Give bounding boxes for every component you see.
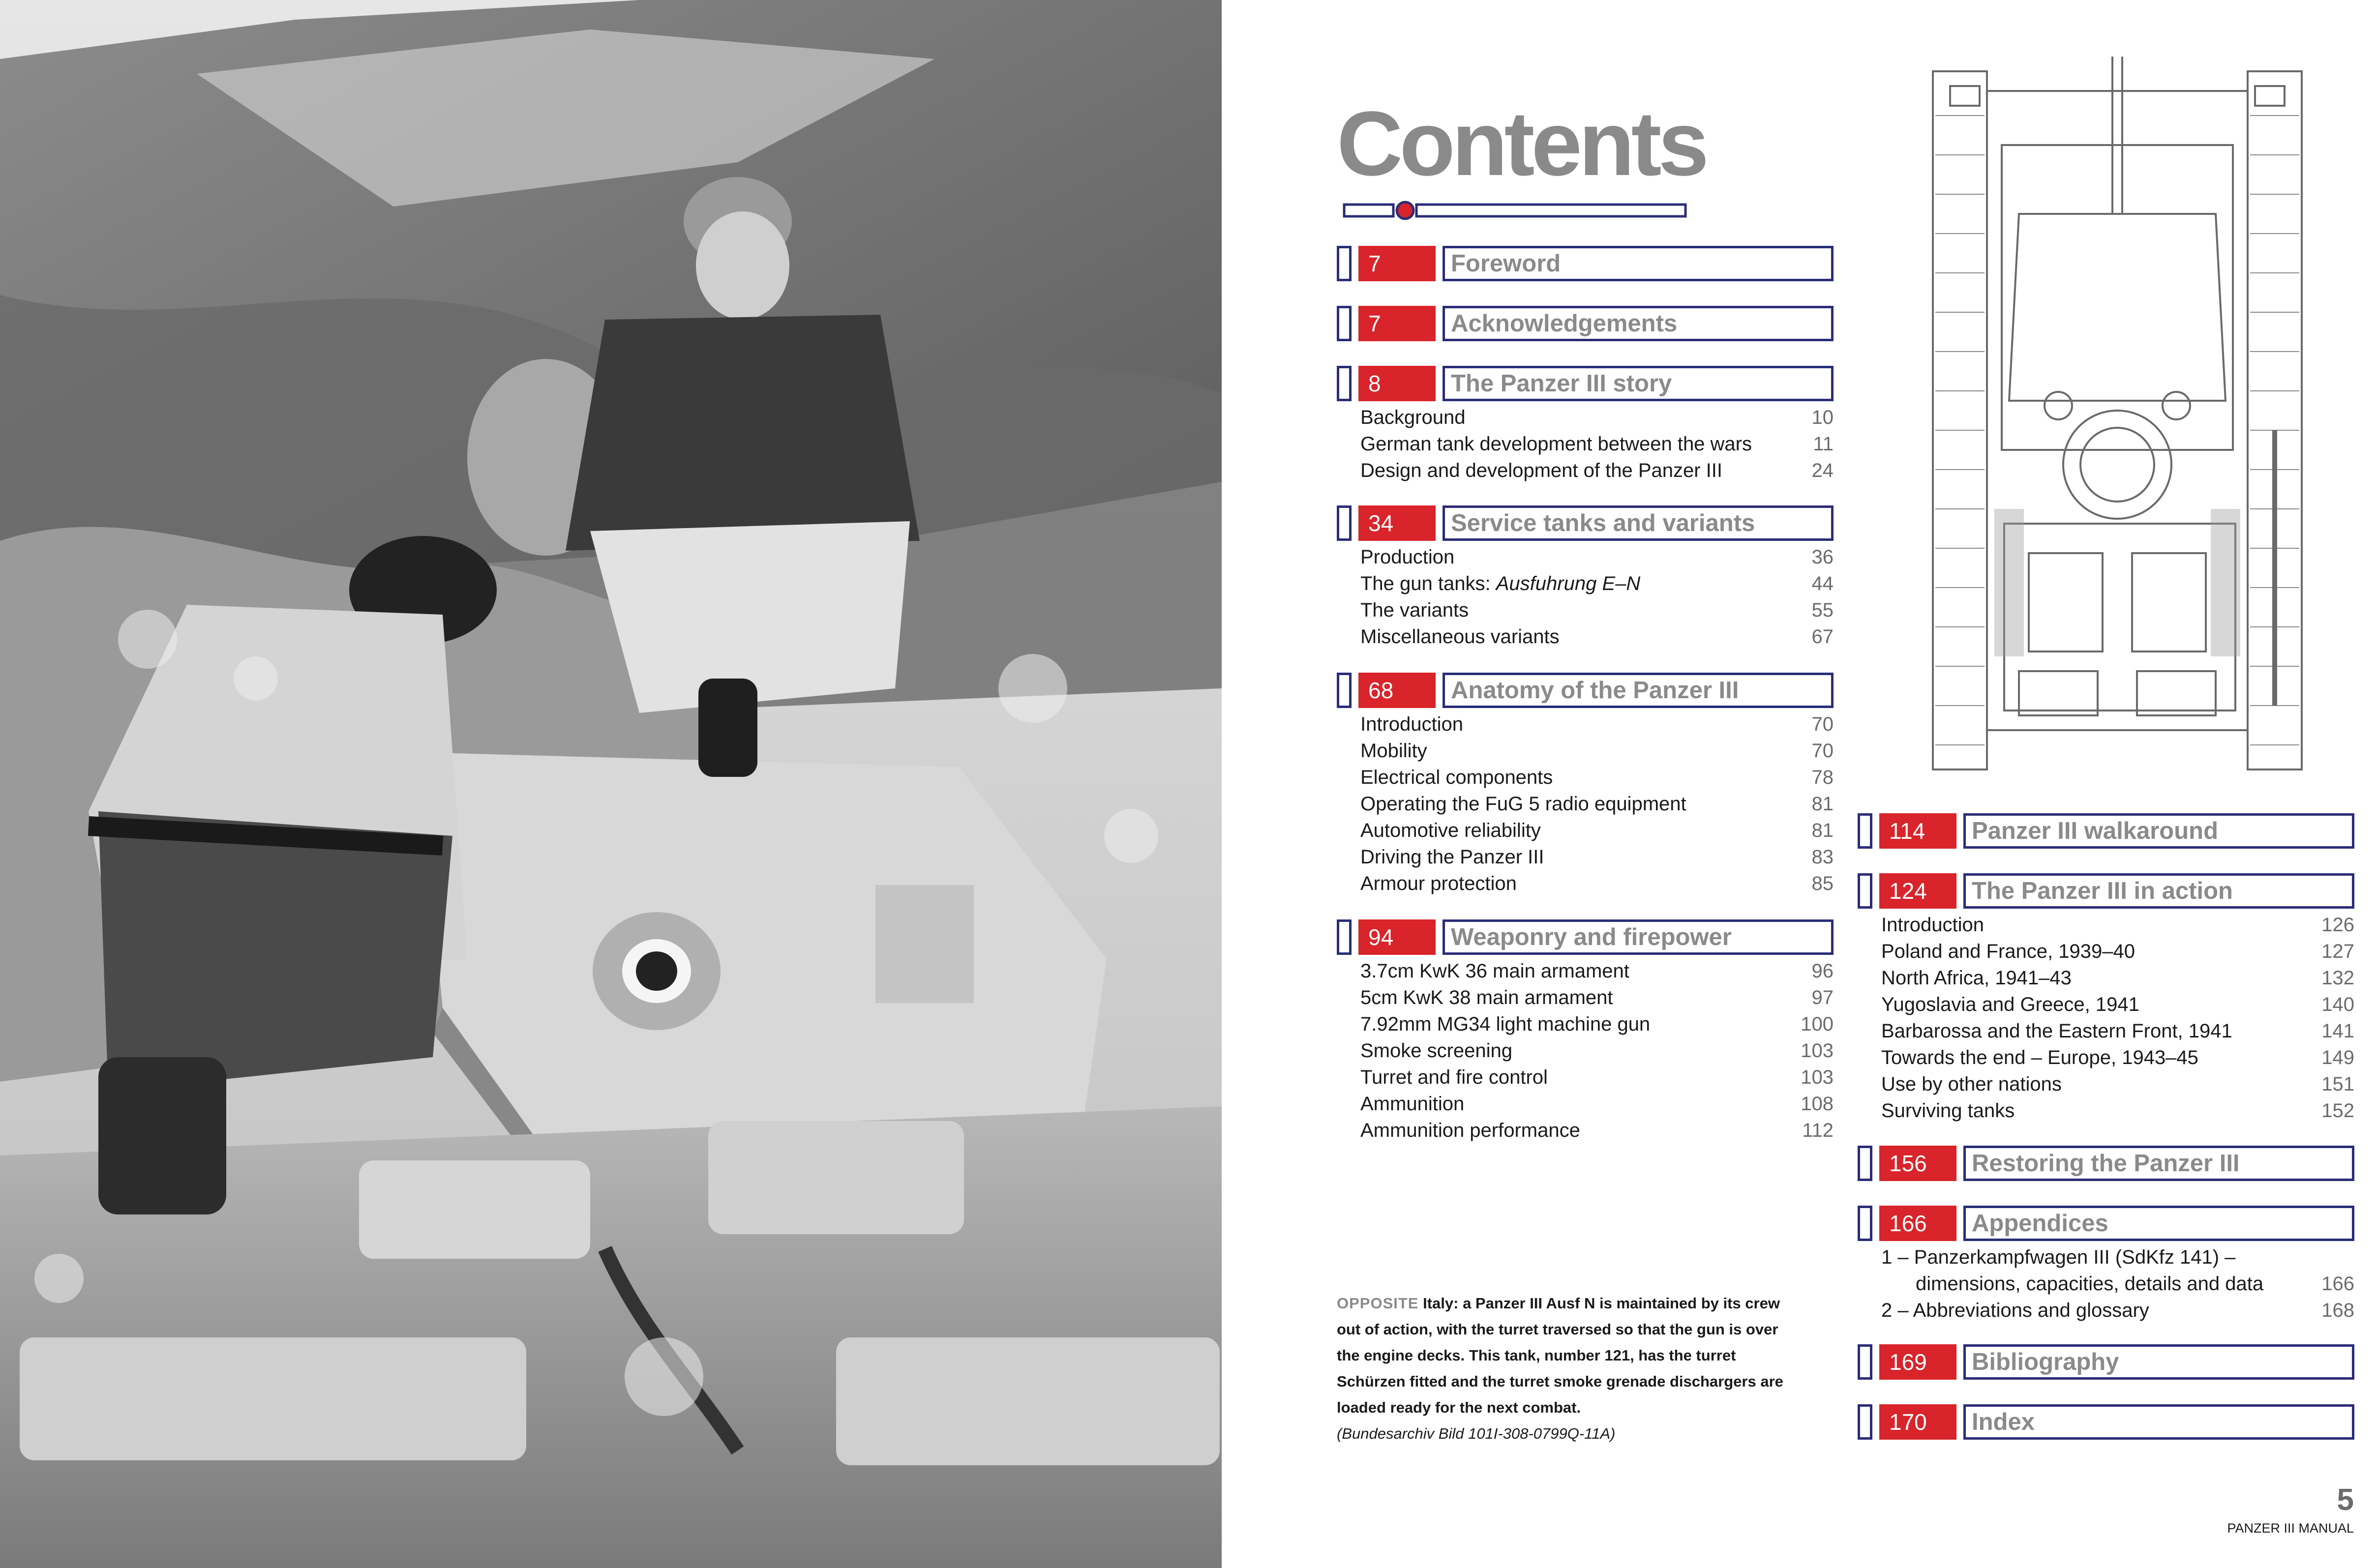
entry-label: 7.92mm MG34 light machine gun xyxy=(1360,1013,1651,1035)
section-page-number: 68 xyxy=(1358,673,1436,708)
entry-page-number: 108 xyxy=(1801,1093,1834,1115)
section-tab xyxy=(1858,813,1872,849)
toc-entry xyxy=(1360,431,1834,457)
entry-page-number: 96 xyxy=(1811,960,1834,982)
toc-entry xyxy=(1360,1064,1834,1091)
section-tab xyxy=(1858,1146,1872,1181)
toc-entry xyxy=(1881,1071,2354,1097)
section-title: Index xyxy=(1963,1404,2354,1440)
section-title: Restoring the Panzer III xyxy=(1963,1146,2354,1181)
entry-page-number: 78 xyxy=(1811,767,1834,788)
toc-entry xyxy=(1360,711,1834,738)
toc-entry xyxy=(1881,1097,2354,1124)
section-tab xyxy=(1337,505,1352,541)
section-page-number: 94 xyxy=(1358,919,1436,955)
toc-section xyxy=(1858,1206,2354,1241)
entry-label: 5cm KwK 38 main armament xyxy=(1360,987,1613,1008)
toc-entry xyxy=(1881,1044,2354,1071)
entry-page-number: 70 xyxy=(1811,740,1834,762)
section-entries xyxy=(1360,958,1834,1144)
toc-section xyxy=(1858,813,2354,849)
entry-label: Armour protection xyxy=(1360,873,1517,894)
entry-page-number: 55 xyxy=(1811,599,1834,621)
page-number: 5 xyxy=(2337,1483,2354,1517)
entry-label: North Africa, 1941–43 xyxy=(1881,967,2072,989)
entry-page-number: 168 xyxy=(2321,1300,2354,1321)
entry-label: Operating the FuG 5 radio equipment xyxy=(1360,793,1686,815)
toc-entry xyxy=(1360,404,1834,431)
toc-entry xyxy=(1881,991,2354,1018)
caption-prefix: OPPOSITE xyxy=(1337,1295,1419,1312)
section-entries xyxy=(1881,912,2354,1124)
entry-label: The gun tanks: Ausfuhrung E–N xyxy=(1360,573,1641,594)
section-tab xyxy=(1337,366,1352,401)
section-entries xyxy=(1360,544,1834,650)
entry-page-number: 10 xyxy=(1811,407,1834,428)
section-tab xyxy=(1337,246,1352,281)
entry-label: Automotive reliability xyxy=(1360,820,1541,841)
section-tab xyxy=(1858,873,1872,909)
section-tab xyxy=(1337,919,1352,955)
section-page-number: 124 xyxy=(1879,873,1956,909)
section-title: Service tanks and variants xyxy=(1443,505,1834,541)
toc-entry xyxy=(1360,958,1834,984)
section-tab xyxy=(1858,1404,1872,1440)
section-entries xyxy=(1360,711,1834,897)
section-page-number: 7 xyxy=(1358,306,1436,341)
entry-page-number: 81 xyxy=(1811,793,1834,815)
caption-credit: (Bundesarchiv Bild 101I-308-0799Q-11A) xyxy=(1337,1425,1616,1442)
entry-label: Ammunition performance xyxy=(1360,1120,1580,1141)
entry-page-number: 112 xyxy=(1802,1120,1834,1141)
section-page-number: 34 xyxy=(1358,505,1436,541)
running-footer: PANZER III MANUAL xyxy=(2227,1521,2354,1536)
toc-entry xyxy=(1360,844,1834,870)
toc-section xyxy=(1858,1404,2354,1440)
entry-label: Barbarossa and the Eastern Front, 1941 xyxy=(1881,1020,2232,1042)
entry-label: Yugoslavia and Greece, 1941 xyxy=(1881,994,2139,1015)
entry-page-number: 140 xyxy=(2321,994,2354,1015)
toc-entry xyxy=(1360,570,1834,597)
toc-entry xyxy=(1881,912,2354,938)
section-title: Weaponry and firepower xyxy=(1443,919,1834,955)
caption-text: Italy: a Panzer III Ausf N is maintained by its crew out of action, with the turret traversed so that the gun is over the engine decks. This tank, number 121, has the turret Schürzen fitted and the turret smoke grenade dischargers are loaded ready for the next combat. xyxy=(1337,1295,1783,1416)
entry-label: Poland and France, 1939–40 xyxy=(1881,941,2135,962)
section-title: Acknowledgements xyxy=(1443,306,1834,341)
entry-label: Turret and fire control xyxy=(1360,1066,1548,1088)
toc-entry xyxy=(1360,623,1834,650)
toc-entry xyxy=(1360,1011,1834,1037)
toc-entry xyxy=(1881,1297,2354,1324)
entry-label: Introduction xyxy=(1881,914,1985,936)
toc-section xyxy=(1337,306,1834,341)
entry-page-number: 97 xyxy=(1811,987,1834,1008)
entry-page-number: 103 xyxy=(1801,1040,1834,1062)
toc-entry xyxy=(1360,544,1834,570)
section-page-number: 156 xyxy=(1879,1146,1956,1181)
toc-entry xyxy=(1881,1244,2354,1297)
page-title: Contents xyxy=(1337,93,1706,195)
entry-label: Surviving tanks xyxy=(1881,1100,2015,1122)
section-title: The Panzer III in action xyxy=(1963,873,2354,909)
section-tab xyxy=(1858,1206,1872,1241)
entry-page-number: 151 xyxy=(2321,1073,2354,1095)
entry-page-number: 103 xyxy=(1801,1066,1834,1088)
toc-entry xyxy=(1360,1091,1834,1117)
section-title: Bibliography xyxy=(1963,1344,2354,1380)
entry-page-number: 127 xyxy=(2321,941,2354,962)
toc-entry xyxy=(1360,1117,1834,1144)
entry-page-number: 36 xyxy=(1811,546,1834,568)
entry-page-number: 70 xyxy=(1811,713,1834,735)
section-title: Anatomy of the Panzer III xyxy=(1443,673,1834,708)
section-title: Foreword xyxy=(1443,246,1834,281)
entry-label: Background xyxy=(1360,407,1466,428)
entry-label: 3.7cm KwK 36 main armament xyxy=(1360,960,1629,982)
toc-section xyxy=(1858,1344,2354,1380)
section-page-number: 8 xyxy=(1358,366,1436,401)
toc-entry xyxy=(1360,870,1834,897)
toc-entry xyxy=(1881,1018,2354,1044)
entry-label: Smoke screening xyxy=(1360,1040,1513,1062)
title-ornament xyxy=(1343,201,1687,220)
section-entries xyxy=(1881,1244,2354,1324)
entry-page-number: 132 xyxy=(2321,967,2354,989)
entry-label: Driving the Panzer III xyxy=(1360,846,1544,868)
tank-top-view-drawing xyxy=(1921,57,2376,784)
section-page-number: 166 xyxy=(1879,1206,1956,1241)
entry-label: Use by other nations xyxy=(1881,1073,2062,1095)
entry-page-number: 44 xyxy=(1811,573,1834,594)
toc-entry xyxy=(1360,738,1834,764)
toc-entry xyxy=(1360,791,1834,817)
section-page-number: 7 xyxy=(1358,246,1436,281)
section-title: Panzer III walkaround xyxy=(1963,813,2354,849)
toc-section xyxy=(1337,919,1834,955)
toc-section xyxy=(1337,246,1834,281)
toc-entry xyxy=(1881,938,2354,965)
entry-label: Electrical components xyxy=(1360,767,1553,788)
entry-label: Design and development of the Panzer III xyxy=(1360,460,1723,481)
toc-entry xyxy=(1360,764,1834,791)
toc-section xyxy=(1337,673,1834,708)
entry-label: German tank development between the wars xyxy=(1360,433,1752,455)
section-title: The Panzer III story xyxy=(1443,366,1834,401)
entry-label: 1 – Panzerkampfwagen III (SdKfz 141) – dimensions, capacities, details and data xyxy=(1881,1246,2264,1295)
toc-entry xyxy=(1360,457,1834,484)
toc-entry xyxy=(1360,984,1834,1011)
section-page-number: 170 xyxy=(1879,1404,1956,1440)
toc-entry xyxy=(1881,965,2354,991)
entry-label: 2 – Abbreviations and glossary xyxy=(1881,1300,2149,1321)
entry-page-number: 67 xyxy=(1811,626,1834,648)
section-tab xyxy=(1337,306,1352,341)
entry-page-number: 11 xyxy=(1813,433,1834,455)
toc-section xyxy=(1337,366,1834,401)
toc-entry xyxy=(1360,597,1834,623)
entry-label: Ammunition xyxy=(1360,1093,1465,1115)
section-entries xyxy=(1360,404,1834,484)
entry-page-number: 166 xyxy=(2321,1273,2354,1295)
toc-section xyxy=(1337,505,1834,541)
entry-label: Introduction xyxy=(1360,713,1464,735)
section-page-number: 114 xyxy=(1879,813,1956,849)
entry-label: Towards the end – Europe, 1943–45 xyxy=(1881,1047,2198,1068)
toc-entry xyxy=(1360,817,1834,844)
entry-page-number: 24 xyxy=(1811,460,1834,481)
entry-page-number: 126 xyxy=(2321,914,2354,936)
entry-label: Production xyxy=(1360,546,1455,568)
entry-label: Miscellaneous variants xyxy=(1360,626,1560,648)
section-tab xyxy=(1858,1344,1872,1380)
entry-label: The variants xyxy=(1360,599,1469,621)
entry-page-number: 149 xyxy=(2321,1047,2354,1068)
toc-entry xyxy=(1360,1037,1834,1064)
section-page-number: 169 xyxy=(1879,1344,1956,1380)
entry-page-number: 83 xyxy=(1811,846,1834,868)
toc-section xyxy=(1858,873,2354,909)
entry-page-number: 85 xyxy=(1811,873,1834,894)
entry-page-number: 152 xyxy=(2321,1100,2354,1122)
entry-page-number: 100 xyxy=(1801,1013,1834,1035)
entry-page-number: 81 xyxy=(1811,820,1834,841)
section-tab xyxy=(1337,673,1352,708)
toc-section xyxy=(1858,1146,2354,1181)
section-title: Appendices xyxy=(1963,1206,2354,1241)
photo-caption xyxy=(1337,1290,1784,1447)
entry-page-number: 141 xyxy=(2321,1020,2354,1042)
entry-label: Mobility xyxy=(1360,740,1427,762)
